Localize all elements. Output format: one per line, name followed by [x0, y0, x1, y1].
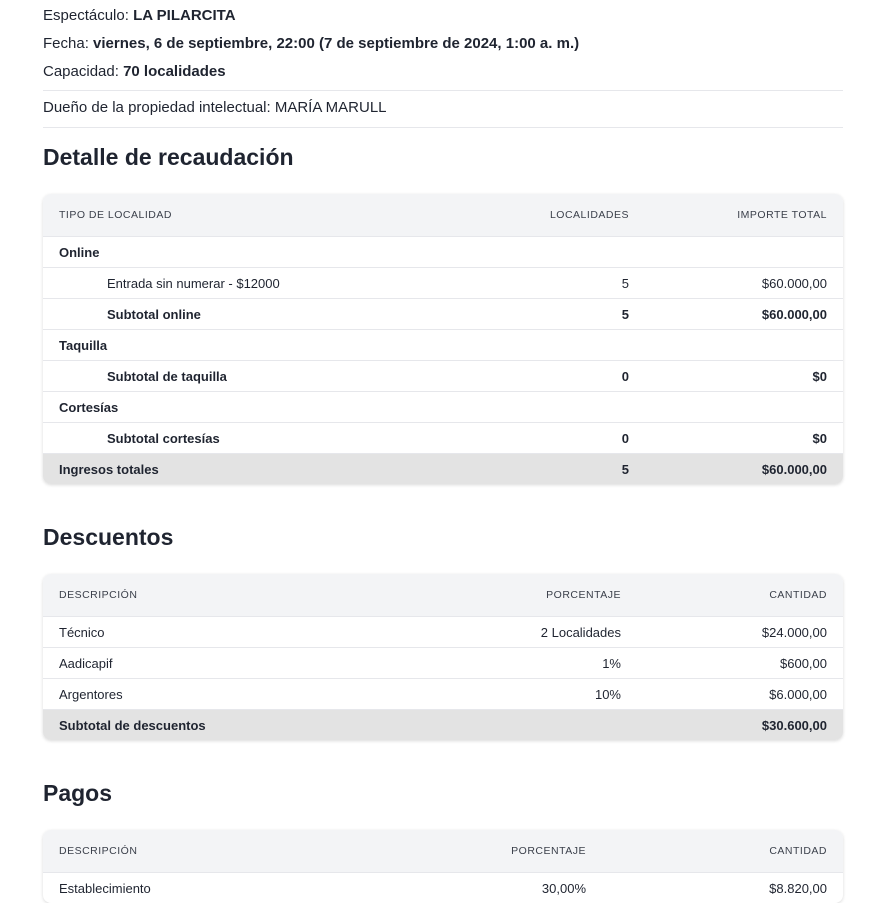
section-title-pagos: Pagos	[43, 780, 113, 806]
cell-col3: $8.820,00	[769, 880, 827, 896]
cell-col2: 10%	[594, 686, 621, 702]
table-row	[43, 391, 843, 422]
cell-col2: 1%	[602, 655, 621, 671]
cell-col2: PORCENTAJE	[511, 845, 586, 857]
table-header	[43, 830, 843, 872]
cell-col2: LOCALIDADES	[549, 209, 629, 221]
cell-label: TIPO DE LOCALIDAD	[59, 209, 172, 221]
capacity-label: Capacidad:	[43, 63, 119, 80]
cell-col3: $0	[812, 430, 827, 446]
cell-label: DESCRIPCIÓN	[59, 589, 138, 601]
cell-col2: 0	[621, 368, 629, 384]
cell-col2: 5	[621, 461, 629, 477]
cell-label: Subtotal online	[107, 306, 201, 322]
cell-label: Cortesías	[59, 399, 119, 415]
cell-label: Online	[59, 244, 100, 260]
show-info	[43, 6, 236, 26]
cell-label: Argentores	[59, 686, 123, 702]
section-title-descuentos: Descuentos	[43, 524, 174, 550]
cell-col3: $30.600,00	[761, 717, 827, 733]
pagos-table	[43, 830, 843, 903]
cell-col3: CANTIDAD	[769, 589, 827, 601]
table-header	[43, 574, 843, 616]
date-info	[43, 34, 579, 54]
cell-col2	[43, 237, 629, 267]
table-row	[43, 616, 843, 647]
cell-col3: IMPORTE TOTAL	[737, 209, 827, 221]
cell-col3: $24.000,00	[761, 624, 827, 640]
show-value: LA PILARCITA	[133, 7, 236, 24]
recaudacion-table	[43, 194, 843, 484]
cell-col3: $60.000,00	[761, 306, 827, 322]
divider	[43, 90, 843, 91]
cell-label: Taquilla	[59, 337, 108, 353]
cell-label: Subtotal de taquilla	[107, 368, 227, 384]
cell-col2	[43, 392, 629, 422]
cell-label: Subtotal de descuentos	[59, 717, 206, 733]
cell-label: DESCRIPCIÓN	[59, 845, 138, 857]
cell-col2: 30,00%	[541, 880, 586, 896]
date-value: viernes, 6 de septiembre, 22:00 (7 de septiembre de 2024, 1:00 a. m.)	[93, 35, 580, 52]
cell-label: Subtotal cortesías	[107, 430, 220, 446]
cell-col2: 5	[621, 306, 629, 322]
cell-col3: CANTIDAD	[769, 845, 827, 857]
capacity-info	[43, 62, 226, 82]
cell-col2	[43, 330, 629, 360]
cell-col3: $600,00	[780, 655, 827, 671]
show-label: Espectáculo:	[43, 7, 129, 24]
cell-label: Técnico	[59, 624, 105, 640]
cell-label: Establecimiento	[59, 880, 151, 896]
descuentos-table	[43, 574, 843, 740]
table-row	[43, 872, 843, 903]
owner-info: Dueño de la propiedad intelectual: MARÍA MARULL	[43, 99, 387, 116]
table-row	[43, 360, 843, 391]
table-row	[43, 329, 843, 360]
cell-label: Entrada sin numerar - $12000	[107, 275, 280, 291]
cell-label: Aadicapif	[59, 655, 113, 671]
cell-col2: 5	[621, 275, 629, 291]
capacity-value: 70 localidades	[123, 63, 226, 80]
table-row	[43, 422, 843, 453]
cell-col2: PORCENTAJE	[546, 589, 621, 601]
cell-col3: $6.000,00	[769, 686, 827, 702]
cell-col2	[43, 710, 621, 740]
table-row	[43, 298, 843, 329]
cell-col3: $60.000,00	[761, 461, 827, 477]
cell-col2: 2 Localidades	[540, 624, 621, 640]
date-label: Fecha:	[43, 35, 89, 52]
table-row	[43, 236, 843, 267]
divider	[43, 127, 843, 128]
cell-col3: $0	[812, 368, 827, 384]
table-row	[43, 647, 843, 678]
cell-col3: $60.000,00	[761, 275, 827, 291]
table-row	[43, 267, 843, 298]
cell-col2: 0	[621, 430, 629, 446]
total-row	[43, 453, 843, 484]
table-header	[43, 194, 843, 236]
table-row	[43, 678, 843, 709]
cell-label: Ingresos totales	[59, 461, 159, 477]
total-row	[43, 709, 843, 740]
section-title-recaudacion: Detalle de recaudación	[43, 144, 294, 170]
